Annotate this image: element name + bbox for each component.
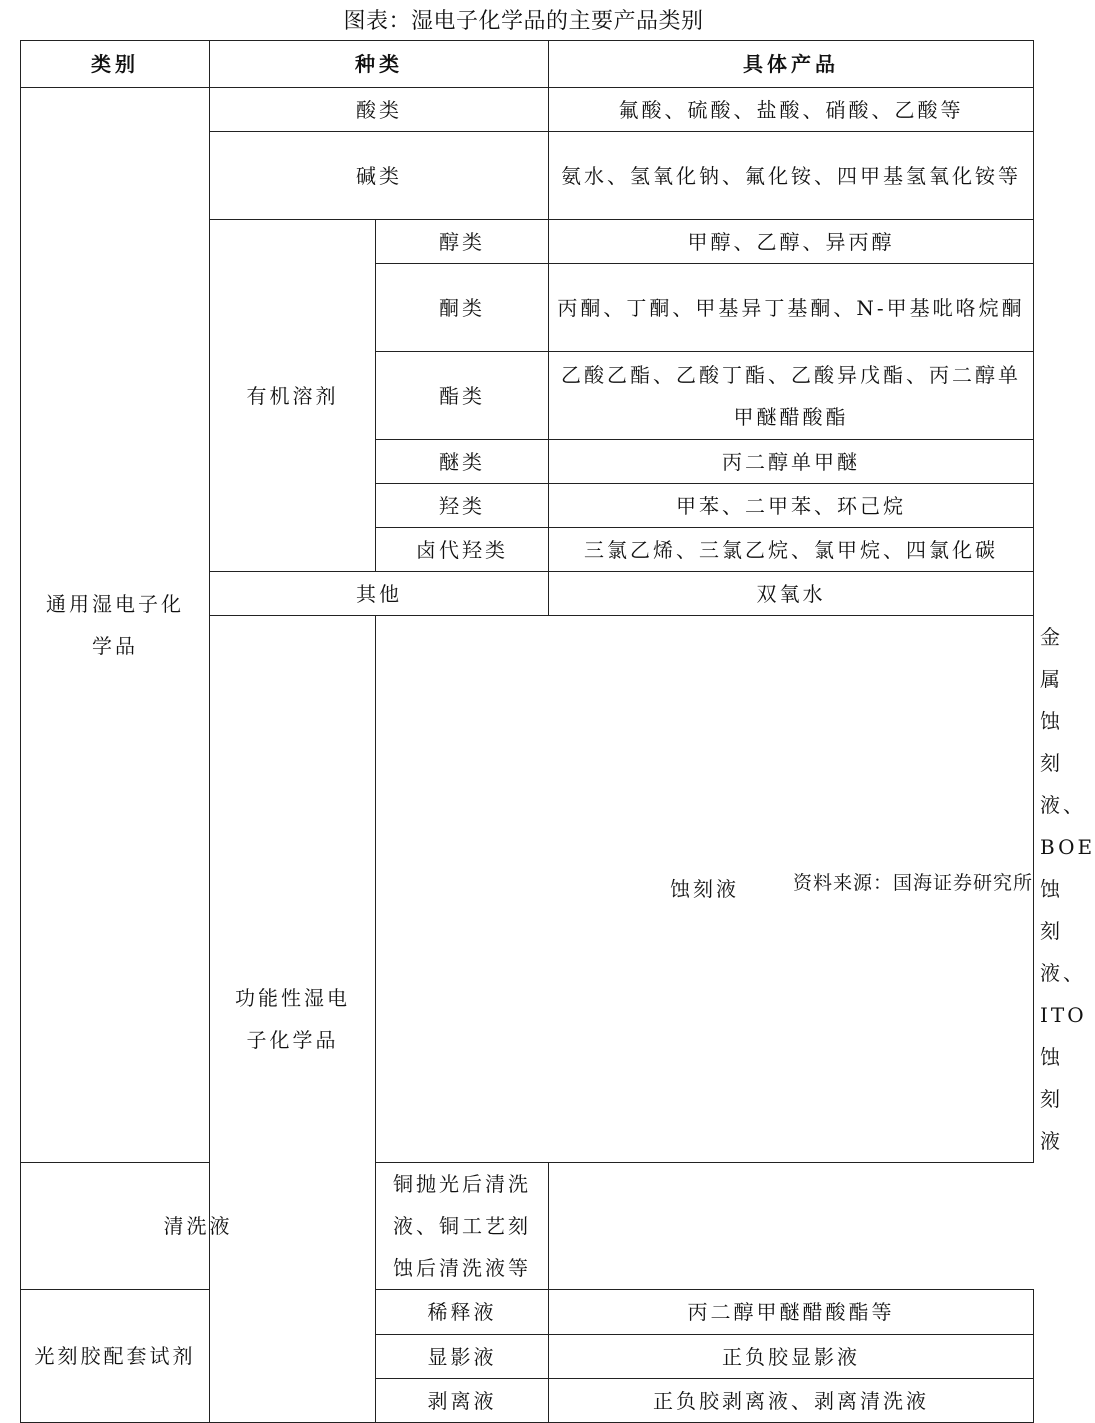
products-cell: 正负胶剥离液、剥离清洗液 xyxy=(549,1379,1034,1423)
subtype-cell: 稀释液 xyxy=(376,1290,549,1335)
products-cell: 三氯乙烯、三氯乙烷、氯甲烷、四氯化碳 xyxy=(549,528,1034,572)
products-cell: 甲苯、二甲苯、环己烷 xyxy=(549,484,1034,528)
category-functional: 功能性湿电子化学品 xyxy=(210,616,376,1423)
type-photoresist-reagent: 光刻胶配套试剂 xyxy=(21,1290,210,1423)
category-general: 通用湿电子化学品 xyxy=(21,88,210,1163)
table-row xyxy=(21,1163,1034,1290)
header-type: 种类 xyxy=(210,41,549,88)
products-cell: 铜抛光后清洗液、铜工艺刻蚀后清洗液等 xyxy=(376,1163,549,1290)
table-row xyxy=(21,88,1034,132)
type-cell: 其他 xyxy=(210,572,549,616)
products-cell: 氨水、氢氧化钠、氟化铵、四甲基氢氧化铵等 xyxy=(549,132,1034,220)
subtype-cell: 羟类 xyxy=(376,484,549,528)
products-cell: 氟酸、硫酸、盐酸、硝酸、乙酸等 xyxy=(549,88,1034,132)
type-cell: 酸类 xyxy=(210,88,549,132)
type-cell: 碱类 xyxy=(210,132,549,220)
type-cell: 蚀刻液 xyxy=(376,616,1034,1163)
type-cell: 清洗液 xyxy=(21,1163,376,1290)
subtype-cell: 显影液 xyxy=(376,1335,549,1379)
products-cell: 乙酸乙酯、乙酸丁酯、乙酸异戊酯、丙二醇单甲醚醋酸酯 xyxy=(549,352,1034,440)
products-cell: 丙二醇甲醚醋酸酯等 xyxy=(549,1290,1034,1335)
products-cell: 正负胶显影液 xyxy=(549,1335,1034,1379)
subtype-cell: 醇类 xyxy=(376,220,549,264)
subtype-cell: 剥离液 xyxy=(376,1379,549,1423)
subtype-cell: 酯类 xyxy=(376,352,549,440)
product-category-table xyxy=(20,40,1095,1423)
header-category: 类别 xyxy=(21,41,210,88)
subtype-cell: 酮类 xyxy=(376,264,549,352)
type-organic-solvent: 有机溶剂 xyxy=(210,220,376,572)
products-cell: 丙二醇单甲醚 xyxy=(549,440,1034,484)
table-row: 功能性湿电子化学品 蚀刻液 金属蚀刻液、BOE蚀刻液、ITO蚀刻液 xyxy=(21,616,1034,1163)
source-note: 资料来源：国海证券研究所 xyxy=(792,872,1033,894)
products-cell: 双氧水 xyxy=(549,572,1034,616)
header-row xyxy=(21,41,1034,88)
header-products: 具体产品 xyxy=(549,41,1034,88)
products-cell: 丙酮、丁酮、甲基异丁基酮、N-甲基吡咯烷酮 xyxy=(549,264,1034,352)
figure-title: 图表：湿电子化学品的主要产品类别 xyxy=(343,9,704,34)
products-cell: 甲醇、乙醇、异丙醇 xyxy=(549,220,1034,264)
table-row xyxy=(21,1290,1034,1335)
subtype-cell: 卤代羟类 xyxy=(376,528,549,572)
subtype-cell: 醚类 xyxy=(376,440,549,484)
